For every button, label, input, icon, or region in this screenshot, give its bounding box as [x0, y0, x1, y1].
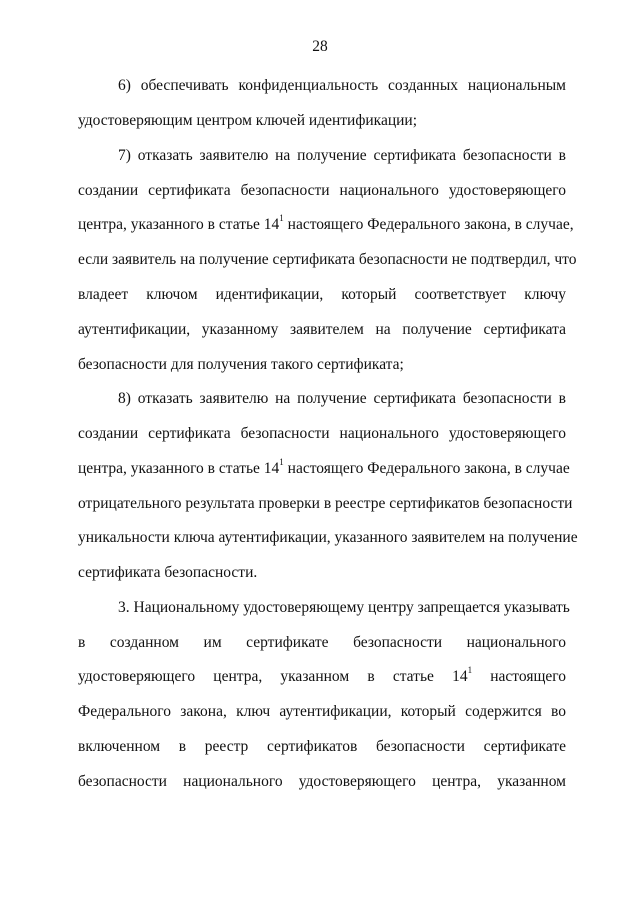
text-line: если заявитель на получение сертификата безопасности не подтвердил, что	[78, 251, 577, 268]
text-line: удостоверяющего центра, указанном в статье $14^1$ настоящего	[78, 664, 566, 685]
text-line: сертификата безопасности.	[78, 564, 258, 581]
text-line: центра, указанного в статье $14^1$ настоящего Федерального закона, в случае	[78, 456, 570, 477]
text-line: создании сертификата безопасности национального удостоверяющего	[78, 425, 566, 442]
text-line: 3. Национальному удостоверяющему центру запрещается указывать	[118, 599, 570, 616]
superscript: 1	[279, 212, 284, 223]
text-line: создании сертификата безопасности национального удостоверяющего	[78, 182, 566, 199]
text-line: в созданном им сертификате безопасности национального	[78, 634, 566, 651]
text-line: уникальности ключа аутентификации, указанного заявителем на получение	[78, 529, 578, 546]
text-line: включенном в реестр сертификатов безопасности сертификате	[78, 738, 566, 755]
text-line: безопасности национального удостоверяющего центра, указанном	[78, 773, 566, 790]
text-line: 8) отказать заявителю на получение сертификата безопасности в	[118, 390, 566, 407]
superscript: 1	[279, 456, 284, 467]
text-line: 6) обеспечивать конфиденциальность созданных национальным	[118, 77, 566, 94]
text-line: центра, указанного в статье $14^1$ настоящего Федерального закона, в случае,	[78, 212, 574, 233]
page-number: 28	[312, 38, 328, 55]
text-line: отрицательного результата проверки в реестре сертификатов безопасности	[78, 495, 573, 512]
text-line: Федерального закона, ключ аутентификации, который содержится во	[78, 703, 566, 720]
text-line: удостоверяющим центром ключей идентификации;	[78, 112, 418, 129]
text-line: владеет ключом идентификации, который соответствует ключу	[78, 286, 566, 303]
superscript: 1	[467, 664, 473, 675]
text-line: 7) отказать заявителю на получение сертификата безопасности в	[118, 147, 566, 164]
text-line: безопасности для получения такого сертификата;	[78, 356, 404, 373]
text-line: аутентификации, указанному заявителем на получение сертификата	[78, 321, 566, 338]
